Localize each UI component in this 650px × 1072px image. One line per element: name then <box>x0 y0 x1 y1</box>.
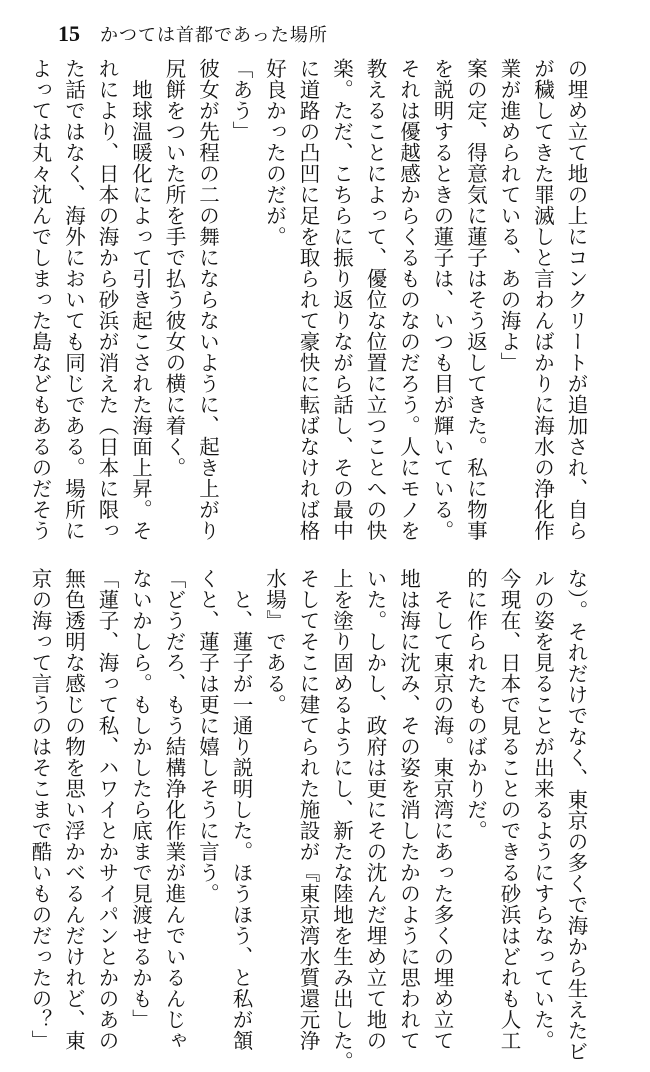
text-column: が穢してきた罪滅しと言わんばかりに海水の浄化作 <box>530 58 555 541</box>
text-column: 無色透明な感じの物を思い浮かべるんだけれど、東 <box>61 568 86 1051</box>
text-column: 好良かったのだが。 <box>262 58 287 247</box>
text-column: 京の海って言うのはそこまで酷いものだったの？」 <box>28 568 52 1051</box>
text-column: 教えることによって、優位な位置に立つことへの快 <box>363 58 387 541</box>
text-column: 「どうだろ、もう結構浄化作業が進んでいるんじゃ <box>162 568 186 1051</box>
text-column: 楽。ただ、こちらに振り返りながら話し、その最中 <box>329 58 354 541</box>
text-column: 「蓮子、海って私、ハワイとかサイパンとかのあの <box>95 568 119 1051</box>
text-column: 業が進められている、あの海よ」 <box>497 58 521 373</box>
text-column: 今現在、日本で見ることのできる砂浜はどれも人工 <box>497 568 521 1051</box>
chapter-title: かつては首都であった場所 <box>100 25 328 46</box>
text-column: 水場』である。 <box>262 568 287 715</box>
text-column: 地球温暖化によって引き起こされた海面上昇。そ <box>128 58 153 541</box>
text-block-lower <box>28 568 592 1072</box>
text-column: ないかしら。もしかしたら底まで見渡せるかも」 <box>128 568 153 1030</box>
text-column: そしてそこに建てられた施設が『東京湾水質還元浄 <box>296 568 320 1051</box>
page-header <box>58 18 328 50</box>
text-column: 上を塗り固めるようにし、新たな陸地を生み出した。 <box>329 568 354 1072</box>
text-column: 彼女が先程の二の舞にならないように、起き上がり <box>195 58 220 541</box>
text-column: 「あう」 <box>229 58 253 142</box>
text-column: そして東京の海。東京湾にあった多くの埋め立て <box>430 568 454 1051</box>
text-block-upper <box>28 58 592 541</box>
text-column: に道路の凸凹に足を取られて豪快に転ばなければ格 <box>296 58 320 541</box>
text-column: な）。それだけでなく、東京の多くで海から生えたビ <box>564 568 588 1062</box>
text-column: 地は海に沈み、その姿を消したかのように思われて <box>396 568 421 1051</box>
page-number: 15 <box>58 21 80 46</box>
text-column: 的に作られたものばかりだ。 <box>463 568 488 841</box>
text-column: た話ではなく、海外においても同じである。場所に <box>61 58 86 541</box>
text-column: それは優越感からくるものなのだろう。人にモノを <box>396 58 421 541</box>
text-column: いた。しかし、政府は更にその沈んだ埋め立て地の <box>363 568 387 1051</box>
text-column: よっては丸々沈んでしまった島などもあるのだそう <box>28 58 52 541</box>
text-column: を説明するときの蓮子は、いつも目が輝いている。 <box>430 58 454 541</box>
text-column: ルの姿を見ることが出来るようにすらなっていた。 <box>530 568 555 1051</box>
text-column: れにより、日本の海から砂浜が消えた（日本に限っ <box>95 58 119 541</box>
text-column: と、蓮子が一通り説明した。ほうほう、と私が頷 <box>229 568 253 1051</box>
text-column: の埋め立て地の上にコンクリートが追加され、自ら <box>564 58 588 541</box>
text-column: くと、蓮子は更に嬉しそうに言う。 <box>195 568 220 904</box>
text-column: 案の定、得意気に蓮子はそう返してきた。私に物事 <box>463 58 488 541</box>
text-column: 尻餅をついた所を手で払う彼女の横に着く。 <box>162 58 186 478</box>
